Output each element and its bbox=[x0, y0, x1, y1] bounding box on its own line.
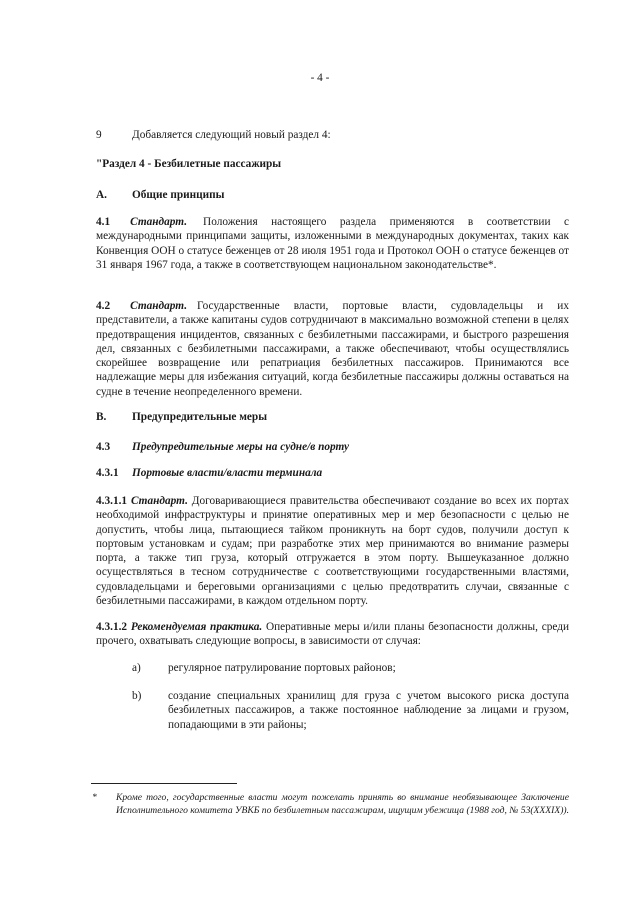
paragraph-4-3-1-2-text: Оперативные меры и/или планы безопасности должны, среди прочего, охватывать следующие вопросы, в зависимости от случая: bbox=[96, 621, 570, 648]
heading-4-3-1-title: Портовые власти/власти терминала bbox=[132, 467, 323, 479]
paragraph-4-1-number: 4.1 bbox=[96, 216, 111, 228]
paragraph-4-1 bbox=[96, 215, 569, 272]
page-number: - 4 - bbox=[310, 72, 330, 84]
heading-4-3-number: 4.3 bbox=[96, 441, 111, 453]
paragraph-4-3-1-1-label: Стандарт. bbox=[130, 495, 188, 507]
heading-a-title: Общие принципы bbox=[132, 189, 225, 201]
footnote-marker: * bbox=[92, 792, 97, 803]
item-9-text: Добавляется следующий новый раздел 4: bbox=[132, 129, 331, 141]
list-item-b-text: создание специальных хранилищ для груза с учетом высокого риска доступа безбилетных пассажиров, а также постоянное наблюдение за лицами и грузом, попадающими в эти районы; bbox=[168, 690, 569, 731]
paragraph-4-2-label: Стандарт. bbox=[130, 300, 188, 312]
heading-b-letter: В. bbox=[96, 411, 107, 423]
heading-a-letter: А. bbox=[96, 189, 107, 201]
paragraph-4-3-1-2-number: 4.3.1.2 bbox=[96, 621, 128, 633]
paragraph-4-3-1-2-label: Рекомендуемая практика. bbox=[130, 621, 263, 633]
heading-4-3-title: Предупредительные меры на судне/в порту bbox=[132, 441, 350, 453]
list-item-a-marker: a) bbox=[132, 662, 141, 674]
paragraph-4-3-1-1-number: 4.3.1.1 bbox=[96, 495, 128, 507]
paragraph-4-1-text: Положения настоящего раздела применяются в соответствии с международными принципами защиты, изложенными в международных документах, таких как Конвенция ООН о статусе беженцев от 28 июля 1951 года и Протокол ООН о статусе беженцев от 31 января 1967 года, а также в соответствующем национальном законодательстве*. bbox=[96, 216, 569, 271]
item-9-number: 9 bbox=[96, 129, 102, 141]
heading-4-3-1-number: 4.3.1 bbox=[96, 467, 119, 479]
list-item-a-text: регулярное патрулирование портовых районов; bbox=[168, 662, 396, 674]
paragraph-4-3-1-2 bbox=[96, 620, 569, 649]
paragraph-4-3-1-1-text: Договаривающиеся правительства обеспечивают создание во всех их портах необходимой инфраструктуры и принятие оперативных мер и мер безопасности с целью не допустить, чтобы лица, пытающиеся тайком проникнуть на борт судов, получили доступ к портовым установкам и судам; при разработке этих мер принимаются во внимание размеры порта, а также тип груза, который отгружается в этом порту. Вышеуказанное должно осуществляться в тесном сотрудничестве с соответствующими государственными властями, судовладельцами и береговыми организациями с целью предотвратить случаи, связанные с безбилетными пассажирами, в каждом отдельном порту. bbox=[96, 495, 569, 608]
paragraph-4-3-1-1 bbox=[96, 494, 569, 608]
paragraph-4-1-label: Стандарт. bbox=[130, 216, 188, 228]
footnote-text: Кроме того, государственные власти могут пожелать принять во внимание необязывающее Заключение Исполнительного комитета УВКБ по безбилетным пассажирам, ищущим убежища (1988 год, № 53(XXXIX)). bbox=[116, 792, 569, 816]
heading-b-title: Предупредительные меры bbox=[132, 411, 268, 423]
paragraph-4-2-number: 4.2 bbox=[96, 300, 111, 312]
list-item-b-marker: b) bbox=[132, 690, 142, 702]
section-title: "Раздел 4 - Безбилетные пассажиры bbox=[96, 158, 282, 170]
footnote-separator bbox=[91, 783, 237, 784]
paragraph-4-2-text: Государственные власти, портовые власти, судовладельцы и их представители, а также капитаны судов сотрудничают в максимально возможной степени в целях предотвращения инцидентов, связанных с безбилетными пассажирами, и быстрого разрешения дел, связанных с безбилетными пассажирами, а также обеспечивают, чтобы осуществлялись скорейшее возвращение или репатриация безбилетных пассажиров. Принимаются все надлежащие меры для избежания ситуаций, когда безбилетные пассажиры должны оставаться на судне в течение неопределенного времени. bbox=[96, 300, 569, 398]
paragraph-4-2 bbox=[96, 299, 569, 399]
